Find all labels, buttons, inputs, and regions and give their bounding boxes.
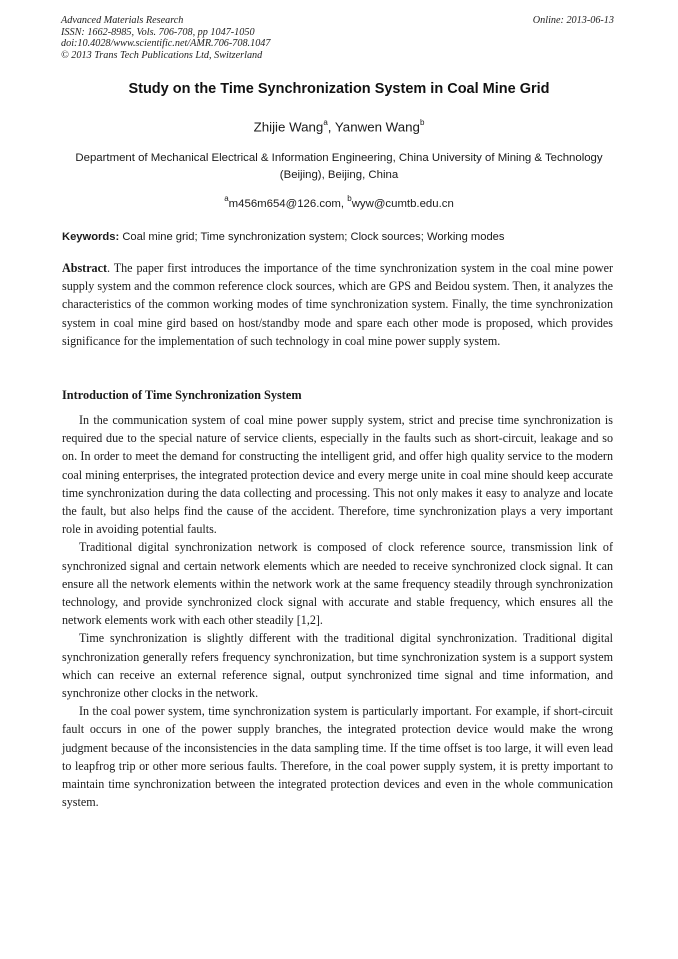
paper-title: Study on the Time Synchronization System in Coal Mine Grid [128, 81, 550, 97]
section-body [62, 411, 613, 811]
author-name: Yanwen Wang [334, 119, 420, 135]
body-paragraph: Time synchronization is slightly different with the traditional digital synchronization. Traditional digital synchronization generally refers frequency synchronization, but time synchronization system is a support system which can receive an external reference signal, output synchronized time signal and time information, and synchronize other clocks in the network. [62, 631, 613, 701]
email-marker: a [224, 194, 229, 203]
body-paragraph: In the communication system of coal mine power supply system, strict and precise time synchronization is required due to the special nature of service clients, especially in the faults such as short-circuit, leakage and so on. In order to meet the demand for constructing the intelligent grid, and offer high quality service to the modern coal mining enterprises, the integrated protection device and every merge unite in coal mine should keep accurate time synchronization during the data collecting and processing. This not only makes it easy to analyze and locate the fault, but also helps find the cause of the accident. Therefore, time synchronization plays a very important role in avoiding potential faults. [62, 413, 613, 537]
email-separator: , [340, 197, 348, 210]
journal-name: Advanced Materials Research [61, 15, 184, 26]
section-heading: Introduction of Time Synchronization System [62, 388, 302, 402]
email-address[interactable]: m456m654@126.com [228, 197, 341, 210]
abstract [62, 259, 613, 350]
online-date: Online: 2013-06-13 [532, 15, 614, 26]
email-address[interactable]: wyw@cumtb.edu.cn [351, 197, 454, 210]
email-marker: b [347, 194, 352, 203]
issn-line: ISSN: 1662-8985, Vols. 706-708, pp 1047-1050 [61, 26, 255, 38]
keywords-text: Coal mine grid; Time synchronization system; Clock sources; Working modes [122, 231, 505, 243]
journal-header [61, 15, 481, 61]
doi-line[interactable]: doi:10.4028/www.scientific.net/AMR.706-708.1047 [61, 38, 271, 50]
abstract-text: . The paper first introduces the importance of the time synchronization system in the coal mine power supply system and the common reference clock sources, which are GPS and Beidou system. Then, it analyzes the characteristics of the common working modes of time synchronization system. Finally, the time synchronization system in coal mine gird based on host/standby mode and spare each other mode is proposed, which provides significance for the implementation of such technology in coal mine power supply system. [62, 261, 613, 348]
author-list [0, 115, 678, 135]
email-list [0, 192, 678, 212]
body-paragraph: In the coal power system, time synchronization system is particularly important. For example, if short-circuit fault occurs in one of the power supply branches, the integrated protection device would make the wrong judgment because of the inconsistencies in the data sampling time. If the time offset is too large, it will even lead to leapfrog trip or other more serious faults. Therefore, in the coal power supply system, it is pretty important to maintain time synchronization between the integrated protection devices and even in the whole communication system. [62, 704, 613, 810]
author-affil-marker: b [419, 118, 425, 127]
keywords-label: Keywords: [62, 231, 120, 243]
body-paragraph: Traditional digital synchronization network is composed of clock reference source, transmission link of synchronized signal and certain network elements which are needed to receive synchronized clock signal. It can ensure all the network elements within the network work at the same frequency steadily through synchronization technology, and provide synchronized clock signal with accurate and stable frequency, which ensures all the network elements work with each other steadily [1,2]. [62, 540, 613, 628]
author-separator: , [327, 119, 335, 135]
author-affil-marker: a [323, 118, 328, 127]
affiliation: Department of Mechanical Electrical & Information Engineering, China University of Mining & Technology (Beijing), Beijing, China [75, 152, 603, 181]
author-name: Zhijie Wang [253, 119, 324, 135]
abstract-label: Abstract [62, 261, 108, 275]
keywords [62, 230, 614, 245]
copyright-line: © 2013 Trans Tech Publications Ltd, Switzerland [61, 49, 263, 61]
